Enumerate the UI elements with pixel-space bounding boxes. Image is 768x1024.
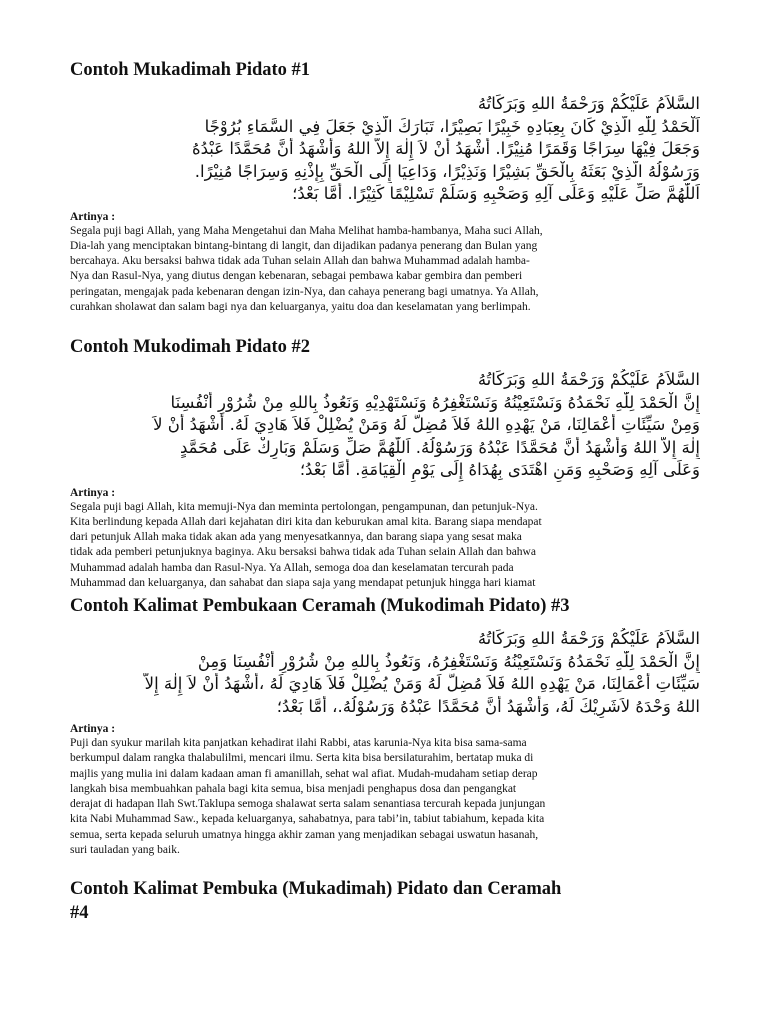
translation-line: curahkan sholawat dan salam bagi nya dan keluarganya, yaitu doa dan keselamatan yang berlimpah.	[70, 300, 531, 313]
translation-line: Nya dan Rasul-Nya, yang diutus dengan kebenaran, sebagai pembawa kabar gembira dan pemberi	[70, 270, 523, 283]
translation-line: Muhammad dan keluarganya, dan sahabat dan siapa saja yang mendapat petunjuk hingga hari kiamat	[70, 576, 536, 589]
section-1-translation	[70, 224, 700, 316]
section-1	[70, 58, 700, 315]
section-2-heading: Contoh Mukodimah Pidato #2	[70, 337, 311, 357]
translation-line: semua, serta kepada seluruh umatnya hingga akhir zaman yang menjadikan sebagai uswatun hasanah,	[70, 828, 539, 841]
arabic-line: إِنَّ الْحَمْدَ لِلّٰهِ نَحْمَدُهُ وَنَسْتَعِيْنُهُ وَنَسْتَغْفِرُهُ وَنَسْتَهْدِيْهِ وَنَعُوذُ بِاللهِ مِنْ شُرُوْرِ أَنْفُسِنَا	[170, 392, 700, 412]
section-1-heading: Contoh Mukadimah Pidato #1	[70, 60, 311, 80]
section-3-arabic-text	[70, 628, 700, 718]
section-2-translation	[70, 500, 700, 592]
translation-line: Puji dan syukur marilah kita panjatkan kehadirat ilahi Rabbi, atas karunia-Nya kita bisa sama-sama	[70, 737, 527, 749]
translation-line: Segala puji bagi Allah, yang Maha Mengetahui dan Maha Melihat hamba-hambanya, Maha suci Allah,	[70, 224, 543, 237]
arabic-line: سَيِّئَاتِ أَعْمَالِنَا، مَنْ يَهْدِهِ اللهُ فَلاَ مُضِلَّ لَهُ وَمَنْ يُضْلِلْ فَلاَ هَادِيَ لَهُ ،أَشْهَدُ أَنْ لاَ إِلٰهَ إِلاَّ	[144, 674, 700, 693]
arabic-line: وَمِنْ سَيِّئَاتِ أَعْمَالِنَا، مَنْ يَهْدِهِ اللهُ فَلاَ مُضِلَّ لَهُ وَمَنْ يُضْلِلْ فَلاَ هَادِيَ لَهُ. أَشْهَدُ أَنْ لاَ	[153, 415, 700, 434]
arabic-line: السَّلاَمُ عَلَيْكُمْ وَرَحْمَةُ اللهِ وَبَرَكَاتُهُ	[477, 94, 700, 113]
translation-line: dari petunjuk Allah maka tidak akan ada yang menyesatkannya, dan barang siapa yang sesat maka	[70, 531, 522, 544]
arabic-line: وَجَعَلَ فِيْهَا سِرَاجًا وَقَمَرًا مُنِيْرًا. أَشْهَدُ أَنْ لاَ إِلٰهَ إِلاَّ اللهُ وَأَشْهَدُ أَنَّ مُحَمَّدًا عَبْدُهُ	[191, 139, 700, 158]
translation-line: peringatan, mengajak pada kebenaran dengan izin-Nya, dan cahaya penerang bagi umatnya. Ya Allah,	[70, 285, 539, 298]
section-2-arabic-text	[70, 369, 700, 482]
section-4-heading	[70, 877, 700, 925]
section-3-artinya-label: Artinya :	[70, 723, 116, 735]
section-1-artinya-label: Artinya :	[70, 210, 116, 223]
arabic-line: إِنَّ الْحَمْدَ لِلّٰهِ نَحْمَدُهُ وَنَسْتَعِيْنُهُ وَنَسْتَغْفِرُهُ، وَنَعُوذُ بِاللهِ مِنْ شُرُوْرِ أَنْفُسِنَا وَمِنْ	[197, 651, 700, 671]
heading-line: Contoh Kalimat Pembuka (Mukadimah) Pidato dan Ceramah	[70, 879, 562, 899]
arabic-line: السَّلاَمُ عَلَيْكُمْ وَرَحْمَةُ اللهِ وَبَرَكَاتُهُ	[477, 629, 700, 648]
translation-line: berkumpul dalam rangka thalabulilmi, mencari ilmu. Serta kita bisa bersilaturahim, bertatap muka di	[70, 752, 534, 765]
translation-line: majlis yang mulia ini dalam kadaan aman fi amanillah, sehat wal afiat. Mudah-mudaham setiap derap	[70, 767, 538, 780]
translation-line: Dia-lah yang menciptakan bintang-bintang di langit, dan dijadikan padanya penerang dan Bulan yang	[70, 239, 538, 252]
translation-line: langkah bisa membuahkan pahala bagi kita semua, bisa menjadi penghapus dosa dan pengangkat	[70, 782, 517, 795]
section-3	[70, 594, 700, 858]
section-3-translation	[70, 736, 700, 858]
translation-line: Kita berlindung kepada Allah dari kejahatan diri kita dan keburukan amal kita. Barang siapa mendapat	[70, 515, 542, 528]
arabic-line: اَلْحَمْدُ لِلّٰهِ الَّذِيْ كَانَ بِعِبَادِهِ خَبِيْرًا بَصِيْرًا، تَبَارَكَ الَّذِيْ جَعَلَ فِي السَّمَاءِ بُرُوْجًا	[204, 116, 700, 136]
arabic-line: وَرَسُوْلُهُ الَّذِيْ بَعَثَهُ بِالْحَقِّ بَشِيْرًا وَنَذِيْرًا، وَدَاعِيَا إِلَى الْحَقِّ بِإِذْنِهِ وَسِرَاجًا مُنِيْرًا.	[194, 161, 700, 181]
translation-line: suri tauladan yang baik.	[70, 844, 180, 857]
section-2	[70, 335, 700, 591]
arabic-line: اللهُ وَحْدَهُ لاَشَرِيْكَ لَهُ، وَأَشْهَدُ أَنَّ مُحَمَّدًا عَبْدُهُ وَرَسُوْلُهُ.، أَمَّا بَعْدُ؛	[276, 696, 700, 716]
section-1-arabic-text	[70, 93, 700, 206]
section-4	[70, 877, 700, 925]
heading-line: #4	[70, 903, 89, 923]
translation-line: kita Nabi Muhammad Saw., kepada keluarganya, sahabatnya, para tabi’in, tabiut tabiahum, kepada kita	[70, 813, 545, 826]
section-3-heading: Contoh Kalimat Pembukaan Ceramah (Mukodimah Pidato) #3	[70, 596, 570, 616]
arabic-line: وَعَلَى آلِهِ وَصَحْبِهِ وَمَنِ اهْتَدَى بِهُدَاهُ إِلَى يَوْمِ الْقِيَامَةِ. أَمَّا بَعْدُ؛	[299, 460, 700, 479]
translation-line: Segala puji bagi Allah, kita memuji-Nya dan meminta pertolongan, pengampunan, dan petunjuk-Nya.	[70, 500, 538, 513]
translation-line: derajat di hadapan llah Swt.Taklupa semoga shalawat serta salam senantiasa tercurah kepada junjungan	[70, 798, 546, 811]
translation-line: bercahaya. Aku bersaksi bahwa tidak ada Tuhan selain Allah dan bahwa Muhammad adalah hamba-	[70, 255, 530, 268]
arabic-line: السَّلاَمُ عَلَيْكُمْ وَرَحْمَةُ اللهِ وَبَرَكَاتُهُ	[477, 370, 700, 389]
arabic-line: اَللّٰهُمَّ صَلِّ عَلَيْهِ وَعَلَى آلِهِ وَصَحْبِهِ وَسَلِّمْ تَسْلِيْمًا كَثِيْرًا. أَمَّا بَعْدُ؛	[292, 184, 700, 203]
translation-line: Muhammad adalah hamba dan Rasul-Nya. Ya Allah, semoga doa dan keselamatan tercurah pada	[70, 561, 514, 574]
section-2-artinya-label: Artinya :	[70, 486, 116, 499]
arabic-line: إِلٰهَ إِلاَّ اللهُ وَأَشْهَدُ أَنَّ مُحَمَّدًا عَبْدُهُ وَرَسُوْلُهُ. اَللّٰهُمَّ صَلِّ وَسَلِّمْ وَبَارِكْ عَلَى مُحَمَّدٍ	[179, 437, 700, 457]
translation-line: tidak ada pemberi petunjuknya baginya. Aku bersaksi bahwa tidak ada Tuhan selain Allah dan bahwa	[70, 546, 536, 559]
